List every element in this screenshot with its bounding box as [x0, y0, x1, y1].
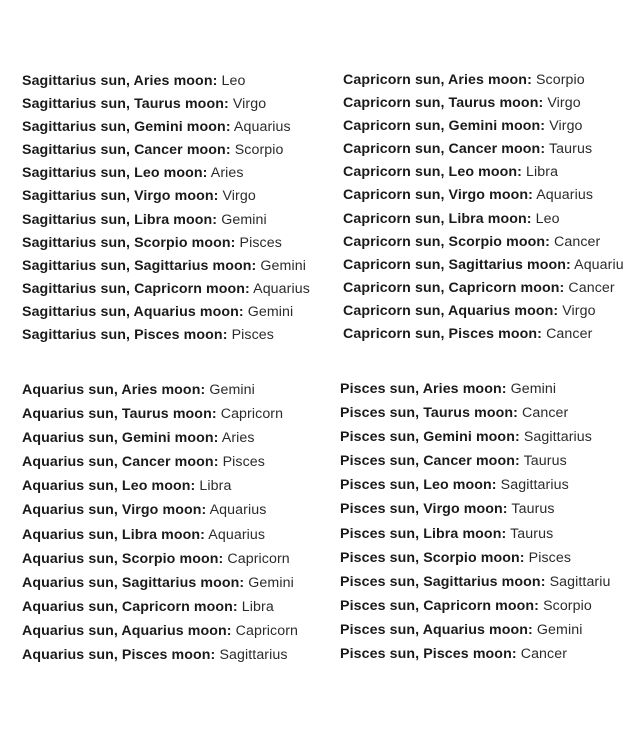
combination-row — [343, 300, 624, 323]
sun-moon-combination-label: Sagittarius sun, Scorpio moon: — [22, 234, 236, 251]
combination-row — [22, 162, 310, 185]
rising-sign-value: Aquarius — [233, 119, 291, 136]
sun-moon-combination-label: Pisces sun, Capricorn moon: — [340, 597, 540, 614]
combination-row — [343, 323, 624, 346]
rising-sign-value: Gemini — [248, 574, 294, 591]
sun-moon-combination-label: Sagittarius sun, Virgo moon: — [22, 188, 219, 205]
combination-row — [22, 426, 298, 450]
combination-row — [22, 116, 310, 139]
rising-sign-value: Libra — [199, 478, 232, 495]
combination-row — [343, 69, 624, 92]
rising-sign-value: Pisces — [222, 454, 265, 471]
combination-row — [340, 546, 611, 570]
sun-moon-combination-label: Pisces sun, Leo moon: — [340, 477, 497, 494]
combination-row — [22, 571, 298, 595]
sun-moon-combination-label: Pisces sun, Sagittarius moon: — [340, 573, 546, 590]
rising-sign-value: Sagittarius — [219, 647, 288, 664]
sun-moon-combination-label: Pisces sun, Pisces moon: — [340, 646, 517, 663]
sun-moon-combination-label: Capricorn sun, Taurus moon: — [343, 95, 544, 112]
combination-row — [22, 547, 298, 571]
rising-sign-value: Capricorn — [235, 622, 299, 639]
combination-row — [22, 402, 298, 426]
combination-row — [340, 425, 611, 449]
sun-moon-combination-label: Capricorn sun, Capricorn moon: — [343, 279, 565, 296]
rising-sign-value: Pisces — [231, 327, 274, 344]
combination-row — [343, 115, 624, 138]
rising-sign-value: Gemini — [536, 621, 583, 638]
rising-sign-value: Taurus — [511, 501, 555, 518]
combination-row — [340, 473, 611, 497]
rising-sign-value: Libra — [526, 164, 559, 181]
rising-sign-value: Sagittarius — [500, 477, 569, 494]
sun-moon-combination-label: Aquarius sun, Aries moon: — [22, 382, 206, 398]
sun-moon-combination-label: Aquarius sun, Libra moon: — [22, 526, 206, 543]
rising-sign-value: Pisces — [528, 549, 572, 566]
sun-moon-combination-label: Aquarius sun, Virgo moon: — [22, 502, 207, 519]
combination-row — [340, 377, 611, 401]
combination-row — [343, 138, 624, 161]
rising-sign-value: Libra — [241, 598, 274, 615]
rising-sign-value: Cancer — [522, 405, 569, 422]
sun-moon-combination-label: Capricorn sun, Scorpio moon: — [343, 233, 550, 250]
combination-row — [22, 278, 310, 301]
rising-sign-value: Scorpio — [234, 142, 284, 159]
sun-moon-combination-label: Aquarius sun, Leo moon: — [22, 478, 196, 495]
sun-moon-combination-label: Capricorn sun, Sagittarius moon: — [343, 256, 571, 273]
rising-sign-value: Aquarius — [536, 187, 594, 204]
sun-moon-combination-label: Sagittarius sun, Pisces moon: — [22, 327, 228, 344]
combination-row — [340, 570, 611, 594]
combination-row — [340, 618, 611, 642]
aquarius-sun-list — [22, 378, 298, 667]
combination-row — [22, 643, 298, 667]
combination-row — [343, 277, 624, 300]
combination-row — [22, 498, 298, 522]
sun-moon-combination-label: Capricorn sun, Cancer moon: — [343, 141, 546, 158]
combination-row — [343, 208, 624, 231]
sun-moon-combination-label: Aquarius sun, Cancer moon: — [22, 454, 219, 471]
rising-sign-value: Sagittariu — [549, 573, 611, 590]
combination-row — [22, 232, 310, 255]
combination-row — [22, 70, 310, 93]
sun-moon-combination-label: Pisces sun, Libra moon: — [340, 525, 507, 542]
rising-sign-value: Gemini — [247, 303, 294, 320]
combination-row — [343, 231, 624, 254]
rising-sign-value: Gemini — [209, 382, 255, 398]
combination-row — [340, 594, 611, 618]
sun-moon-combination-label: Sagittarius sun, Gemini moon: — [22, 119, 231, 136]
combination-row — [340, 642, 611, 666]
pisces-sun-list — [340, 377, 611, 666]
sun-moon-combination-label: Pisces sun, Scorpio moon: — [340, 549, 525, 566]
sun-moon-combination-label: Aquarius sun, Aquarius moon: — [22, 622, 232, 639]
rising-sign-value: Virgo — [549, 118, 583, 135]
combination-row — [22, 209, 310, 232]
sun-moon-combination-label: Sagittarius sun, Leo moon: — [22, 165, 208, 182]
combination-row — [343, 184, 624, 207]
sun-moon-combination-label: Capricorn sun, Aquarius moon: — [343, 302, 559, 319]
rising-sign-value: Gemini — [260, 257, 306, 274]
rising-sign-value: Taurus — [548, 141, 593, 158]
rising-sign-value: Scorpio — [543, 597, 592, 614]
rising-sign-value: Aries — [221, 430, 255, 447]
sun-moon-combination-label: Capricorn sun, Leo moon: — [343, 164, 522, 181]
sun-moon-combination-label: Aquarius sun, Scorpio moon: — [22, 550, 224, 567]
combination-row — [343, 92, 624, 115]
sun-moon-combination-label: Pisces sun, Taurus moon: — [340, 405, 518, 422]
rising-sign-value: Gemini — [221, 211, 267, 228]
sun-moon-combination-label: Pisces sun, Cancer moon: — [340, 453, 520, 470]
rising-sign-value: Taurus — [523, 453, 567, 470]
rising-sign-value: Aquariu — [574, 256, 624, 273]
rising-sign-value: Sagittarius — [523, 429, 592, 446]
sun-moon-combination-label: Aquarius sun, Taurus moon: — [22, 406, 217, 423]
rising-sign-value: Virgo — [222, 188, 256, 205]
sun-moon-combination-label: Aquarius sun, Sagittarius moon: — [22, 574, 245, 591]
sun-moon-combination-label: Sagittarius sun, Sagittarius moon: — [22, 257, 257, 274]
combination-row — [340, 522, 611, 546]
sun-moon-combination-label: Capricorn sun, Virgo moon: — [343, 187, 533, 204]
rising-sign-value: Leo — [221, 73, 246, 89]
rising-sign-value: Virgo — [232, 96, 267, 113]
combination-row — [343, 161, 624, 184]
sun-moon-combination-label: Sagittarius sun, Cancer moon: — [22, 142, 231, 159]
rising-sign-value: Leo — [535, 210, 560, 227]
sun-moon-combination-label: Sagittarius sun, Taurus moon: — [22, 96, 229, 113]
rising-sign-value: Taurus — [510, 525, 554, 542]
combination-row — [22, 324, 310, 347]
combination-row — [22, 185, 310, 208]
combination-row — [22, 595, 298, 619]
combination-row — [340, 497, 611, 521]
combination-row — [22, 255, 310, 278]
sun-moon-combination-label: Capricorn sun, Aries moon: — [343, 72, 532, 88]
sun-moon-combination-label: Sagittarius sun, Libra moon: — [22, 211, 218, 228]
combination-row — [343, 254, 624, 277]
sun-moon-combination-label: Pisces sun, Virgo moon: — [340, 501, 508, 518]
rising-sign-value: Virgo — [547, 95, 581, 112]
sun-moon-combination-label: Aquarius sun, Pisces moon: — [22, 647, 216, 664]
sun-moon-combination-label: Capricorn sun, Pisces moon: — [343, 326, 543, 343]
rising-sign-value: Pisces — [239, 234, 282, 251]
combination-row — [340, 401, 611, 425]
rising-sign-value: Cancer — [520, 646, 568, 663]
rising-sign-value: Cancer — [568, 279, 615, 296]
rising-sign-value: Aquarius — [208, 526, 266, 543]
rising-sign-value: Aries — [210, 165, 244, 182]
sagittarius-sun-list — [22, 70, 310, 347]
sun-moon-combination-label: Pisces sun, Aquarius moon: — [340, 621, 533, 638]
sun-moon-combination-label: Sagittarius sun, Aries moon: — [22, 73, 218, 89]
combination-row — [22, 450, 298, 474]
combination-row — [22, 474, 298, 498]
combination-row — [22, 301, 310, 324]
capricorn-sun-list — [343, 69, 624, 346]
combination-row — [340, 449, 611, 473]
sun-moon-combination-label: Pisces sun, Gemini moon: — [340, 429, 520, 446]
sun-moon-combination-label: Capricorn sun, Gemini moon: — [343, 118, 546, 135]
sun-moon-combination-label: Sagittarius sun, Aquarius moon: — [22, 303, 244, 320]
combination-row — [22, 378, 298, 402]
rising-sign-value: Cancer — [554, 233, 601, 250]
sun-moon-combination-label: Aquarius sun, Gemini moon: — [22, 430, 219, 447]
combination-row — [22, 523, 298, 547]
rising-sign-value: Cancer — [546, 326, 593, 343]
rising-sign-value: Capricorn — [220, 406, 284, 423]
rising-sign-value: Gemini — [510, 381, 557, 397]
combination-row — [22, 139, 310, 162]
sun-moon-combination-label: Aquarius sun, Capricorn moon: — [22, 598, 238, 615]
combination-row — [22, 619, 298, 643]
combination-row — [22, 93, 310, 116]
sun-moon-combination-label: Capricorn sun, Libra moon: — [343, 210, 532, 227]
rising-sign-value: Aquarius — [209, 502, 267, 519]
rising-sign-value: Scorpio — [535, 72, 585, 88]
rising-sign-value: Capricorn — [227, 550, 290, 567]
rising-sign-value: Aquarius — [253, 280, 310, 297]
sun-moon-combination-label: Sagittarius sun, Capricorn moon: — [22, 280, 250, 297]
sun-moon-combination-label: Pisces sun, Aries moon: — [340, 381, 507, 397]
rising-sign-value: Virgo — [562, 302, 596, 319]
